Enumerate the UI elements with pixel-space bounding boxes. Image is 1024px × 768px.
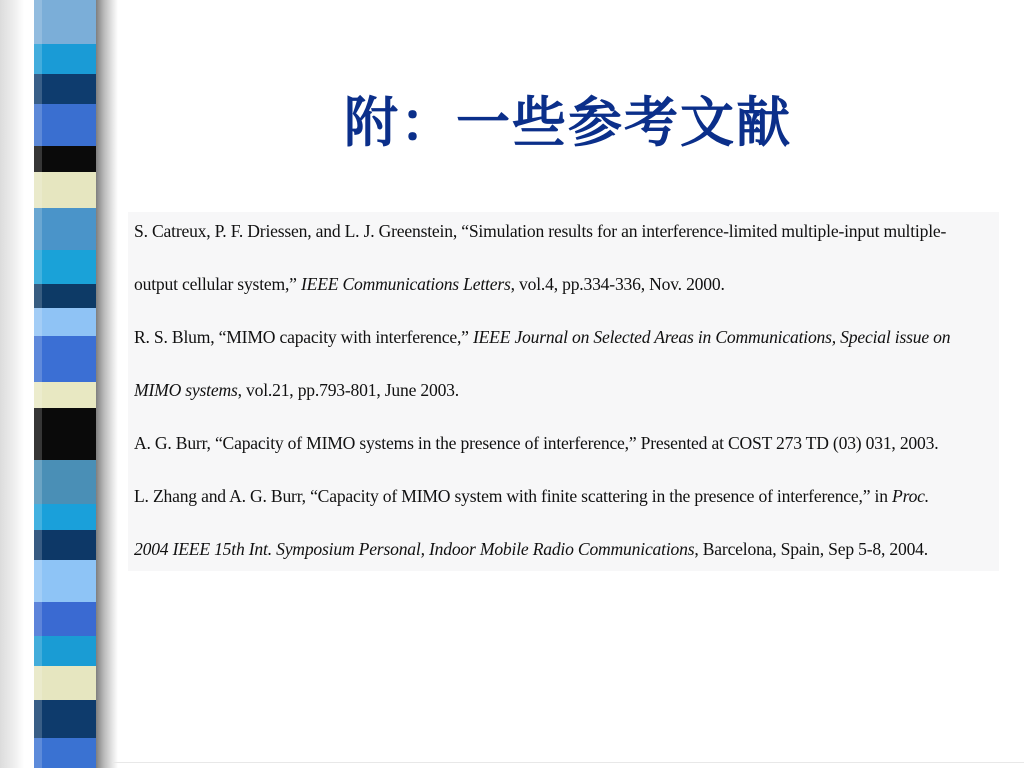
color-bar-segment-highlight — [34, 602, 42, 637]
color-bar-segment-steel — [34, 0, 96, 45]
reference-text: L. Zhang and A. G. Burr, “Capacity of MIMO system with finite scattering in the presence of interference,” in — [134, 486, 893, 506]
color-bar-segment-navy — [34, 284, 96, 309]
color-bar-segment-royal — [34, 738, 96, 768]
reference-line — [134, 481, 989, 534]
references-panel — [128, 212, 999, 571]
color-bar-segment-highlight — [34, 738, 42, 768]
color-bar-segment-highlight — [34, 382, 42, 409]
reference-text: output cellular system,” — [134, 274, 301, 294]
reference-line — [134, 322, 989, 375]
color-bar-segment-black — [34, 408, 96, 461]
color-bar-segment-highlight — [34, 336, 42, 383]
color-bar-segment-highlight — [34, 408, 42, 461]
color-bar-segment-royal — [34, 336, 96, 383]
color-bar-segment-highlight — [34, 208, 42, 251]
color-bar-segment-highlight — [34, 250, 42, 285]
color-bar-segment-steel — [34, 460, 96, 505]
reference-text: , Barcelona, Spain, Sep 5-8, 2004. — [694, 539, 928, 559]
reference-line — [134, 375, 989, 428]
color-bar-segment-royal — [34, 602, 96, 637]
color-bar-segment-steel — [34, 208, 96, 251]
reference-italic-text: MIMO systems — [134, 380, 238, 400]
reference-line — [134, 534, 989, 587]
reference-line — [134, 269, 989, 322]
reference-text: , vol.21, pp.793-801, June 2003. — [237, 380, 459, 400]
reference-line — [134, 216, 989, 269]
color-bar-segment-cyan — [34, 504, 96, 531]
reference-italic-text: IEEE Journal on Selected Areas in Communications, Special issue on — [472, 327, 951, 347]
color-bar-segment-highlight — [34, 700, 42, 739]
color-bar-segment-highlight — [34, 666, 42, 701]
color-bar-segment-cream — [34, 382, 96, 409]
color-bar-segment-navy — [34, 530, 96, 561]
reference-text: A. G. Burr, “Capacity of MIMO systems in the presence of interference,” Presented at COST 273 TD (03) 031, 2003. — [134, 433, 939, 453]
color-bar-segment-highlight — [34, 460, 42, 505]
reference-text: , vol.4, pp.334-336, Nov. 2000. — [510, 274, 725, 294]
reference-italic-text: Proc. — [892, 486, 929, 506]
color-bar-segment-cream — [34, 172, 96, 209]
color-bar-segment-cyan — [34, 44, 96, 75]
color-bar-segment-sky — [34, 308, 96, 337]
color-bar-segment-highlight — [34, 308, 42, 337]
color-bar-segment-navy — [34, 700, 96, 739]
color-bar-segment-highlight — [34, 636, 42, 667]
reference-italic-text: IEEE Communications Letters — [301, 274, 511, 294]
color-bar-segment-cyan — [34, 636, 96, 667]
reference-text: S. Catreux, P. F. Driessen, and L. J. Greenstein, “Simulation results for an interference-limited multiple-input multiple- — [134, 221, 947, 241]
color-bar-segment-highlight — [34, 0, 42, 45]
color-bar-segment-highlight — [34, 504, 42, 531]
slide-title: 附：一些参考文献 — [344, 90, 792, 154]
color-bar-segment-highlight — [34, 44, 42, 75]
color-bar-segment-sky — [34, 560, 96, 603]
reference-italic-text: 2004 IEEE 15th Int. Symposium Personal, Indoor Mobile Radio Communications — [134, 539, 695, 559]
color-bar-segment-cream — [34, 666, 96, 701]
color-bar-segment-highlight — [34, 284, 42, 309]
color-bar-segment-highlight — [34, 530, 42, 561]
color-bar-segment-highlight — [34, 560, 42, 603]
reference-line — [134, 428, 989, 481]
bottom-rule — [112, 762, 1024, 763]
reference-text: R. S. Blum, “MIMO capacity with interference,” — [134, 327, 473, 347]
color-bar-segment-cyan — [34, 250, 96, 285]
color-bar-segment-highlight — [34, 172, 42, 209]
